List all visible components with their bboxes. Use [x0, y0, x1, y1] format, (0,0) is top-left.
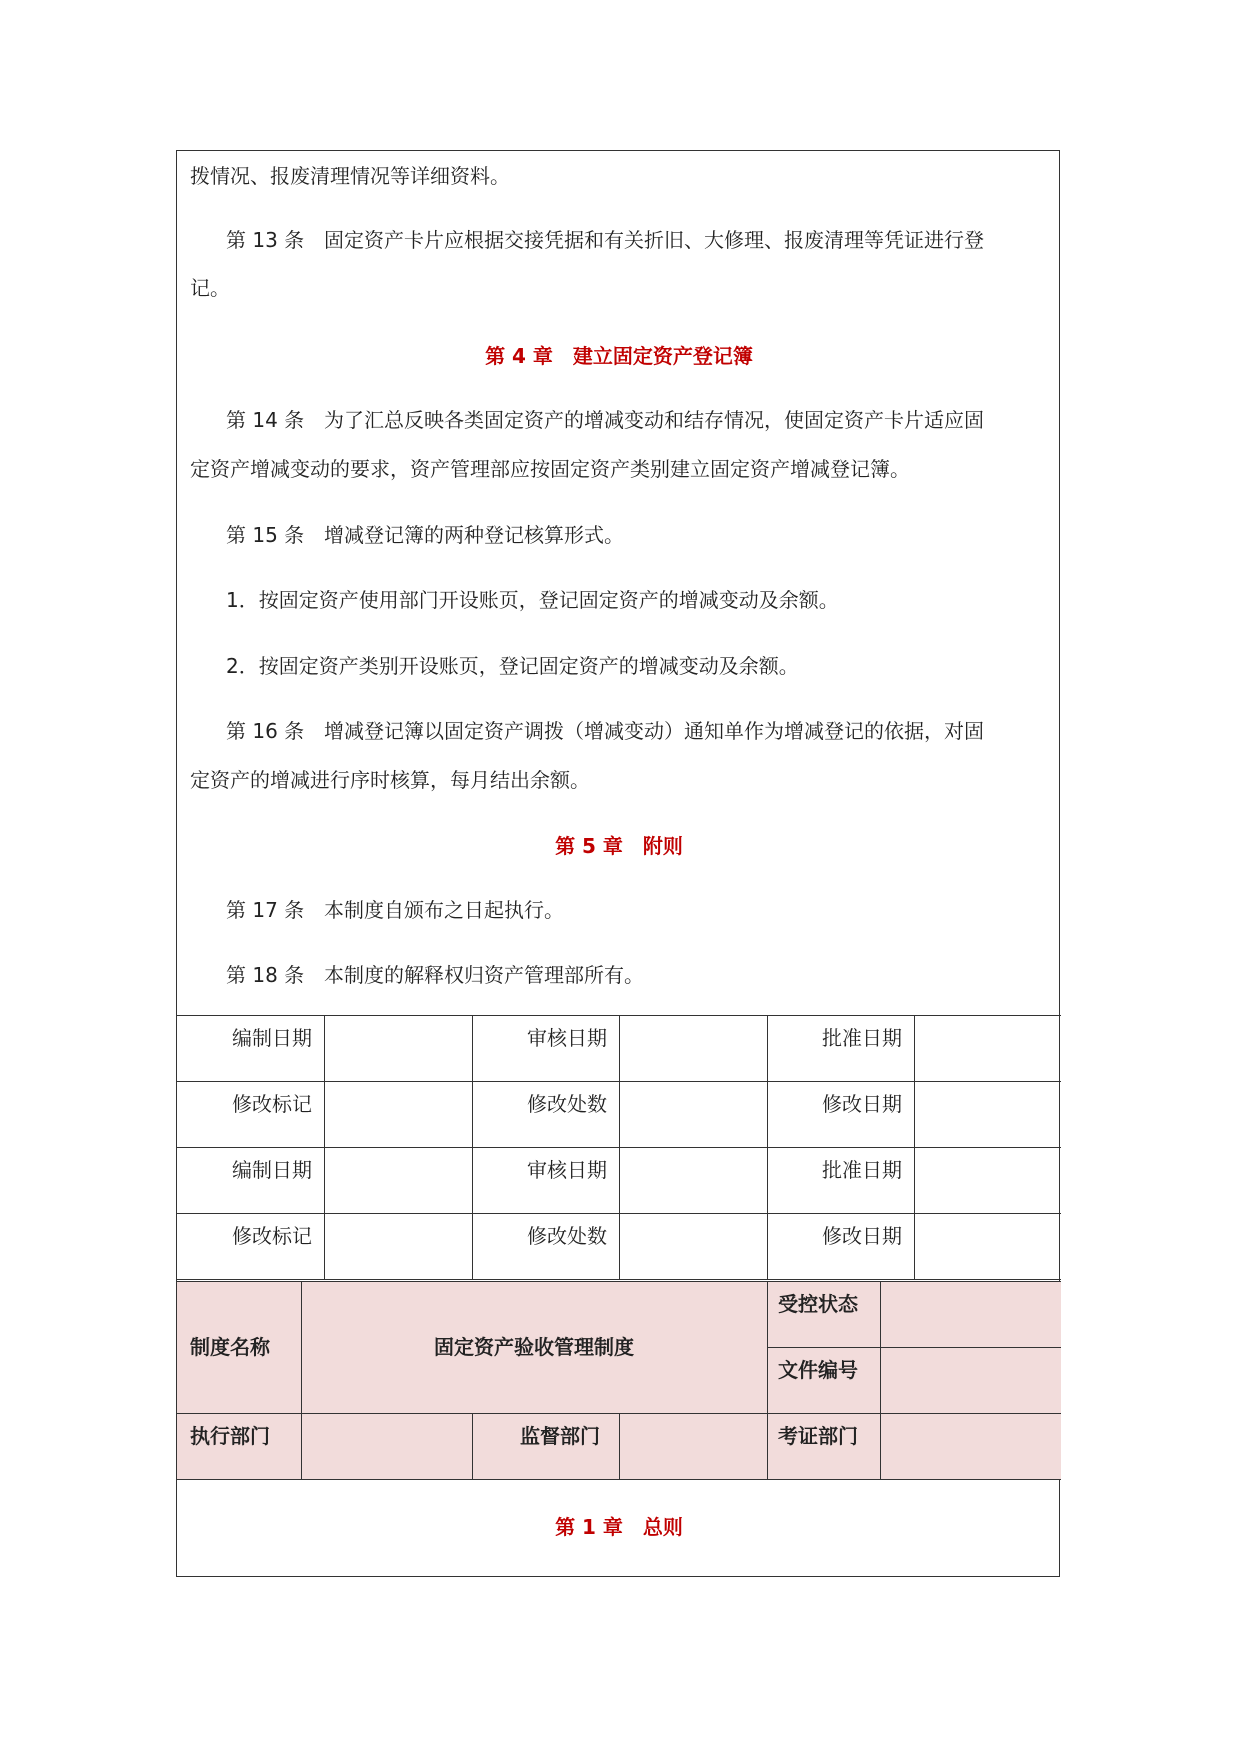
document-number-label: 文件编号: [778, 1358, 858, 1382]
approval-label: 编制日期: [232, 1026, 312, 1050]
table-border: [767, 1347, 1061, 1348]
approval-value-field[interactable]: [324, 1157, 472, 1197]
approval-label: 修改日期: [822, 1092, 902, 1116]
approval-value-field[interactable]: [914, 1157, 1061, 1197]
table-border: [880, 1413, 881, 1479]
table-border: [177, 1479, 1061, 1480]
approval-label: 批准日期: [822, 1026, 902, 1050]
article-number: 第 17 条: [226, 898, 305, 922]
system-name-label: 制度名称: [190, 1335, 270, 1359]
approval-label: 编制日期: [232, 1158, 312, 1182]
approval-value-field[interactable]: [619, 1223, 767, 1263]
approval-label: 审核日期: [527, 1158, 607, 1182]
system-name-value: 固定资产验收管理制度: [434, 1335, 634, 1359]
executing-department-label: 执行部门: [190, 1424, 270, 1448]
table-border: [880, 1281, 881, 1413]
approval-value-field[interactable]: [914, 1091, 1061, 1131]
article-text: 为了汇总反映各类固定资产的增减变动和结存情况，使固定资产卡片适应固: [324, 408, 984, 432]
chapter-5-heading: 第 5 章 附则: [555, 834, 683, 858]
approval-value-field[interactable]: [324, 1025, 472, 1065]
table-border: [472, 1413, 473, 1479]
table-border: [301, 1281, 302, 1479]
table-border: [767, 1281, 768, 1479]
approval-value-field[interactable]: [324, 1223, 472, 1263]
supervising-department-label: 监督部门: [520, 1424, 600, 1448]
approval-value-field[interactable]: [619, 1025, 767, 1065]
approval-value-field[interactable]: [619, 1091, 767, 1131]
article-number: 第 13 条: [226, 228, 305, 252]
approval-value-field[interactable]: [619, 1157, 767, 1197]
approval-label: 审核日期: [527, 1026, 607, 1050]
approval-label: 批准日期: [822, 1158, 902, 1182]
approval-label: 修改标记: [232, 1224, 312, 1248]
article-number: 第 14 条: [226, 408, 305, 432]
control-status-label: 受控状态: [778, 1292, 858, 1316]
approval-label: 修改处数: [527, 1092, 607, 1116]
article-text: 固定资产卡片应根据交接凭据和有关折旧、大修理、报废清理等凭证进行登: [324, 228, 984, 252]
chapter-4-heading: 第 4 章 建立固定资产登记簿: [485, 344, 753, 368]
article-number: 第 15 条: [226, 523, 305, 547]
approval-label: 修改处数: [527, 1224, 607, 1248]
approval-value-field[interactable]: [914, 1025, 1061, 1065]
table-border: [619, 1413, 620, 1479]
article-text: 本制度自颁布之日起执行。: [324, 898, 564, 922]
approval-value-field[interactable]: [914, 1223, 1061, 1263]
article-text: 本制度的解释权归资产管理部所有。: [324, 963, 644, 987]
article-number: 第 16 条: [226, 719, 305, 743]
article-text: 增减登记簿以固定资产调拨（增减变动）通知单作为增减登记的依据，对固: [324, 719, 984, 743]
document-frame: 拨情况、报废清理情况等详细资料。 第 13 条 固定资产卡片应根据交接凭据和有关折旧、大修理、报废清理等凭证进行登 记。 第 4 章 建立固定资产登记簿 第 14 条 为了汇总反映各类固定资产的增减变动和结存情况，使固定资产卡片适应固 定资产增减变动的要求，资产管理部应按固定资产类别建立固定资产增减登记簿。 第 15 条 增减登记簿的两种登记核算形式。 1．按固定资产使用部门开设账页，登记固定资产的增减变动及余额。 2．按固定资产类别开设账页，登记固定资产的增减变动及余额。 第 16 条 增减登记簿以固定资产调拨（增减变动）通知单作为增减登记的依据，对固 定资产的增减进行序时核算，每月结出余额。 第 5 章 附则 第 17 条 本制度自颁布之日起执行。 第 18 条 本制度的解释权归资产管理部所有。 编制日期 审核日期 批准日期 修改标记 修改处数 修改日期 编制日期 审核日期 批准日期 修改标记 修改处数 修改日期 制度名称 固定资产验收管理制度 受控状态 文件编号 执行部门 监督部门 考证部门 第 1 章 总则: [176, 150, 1060, 1577]
table-border: [177, 1279, 1061, 1280]
article-text: 增减登记簿的两种登记核算形式。: [324, 523, 624, 547]
approval-value-field[interactable]: [324, 1091, 472, 1131]
article-number: 第 18 条: [226, 963, 305, 987]
chapter-1-heading: 第 1 章 总则: [555, 1515, 683, 1539]
approval-label: 修改日期: [822, 1224, 902, 1248]
table-border: [177, 1281, 1061, 1282]
approval-label: 修改标记: [232, 1092, 312, 1116]
audit-department-label: 考证部门: [778, 1424, 858, 1448]
